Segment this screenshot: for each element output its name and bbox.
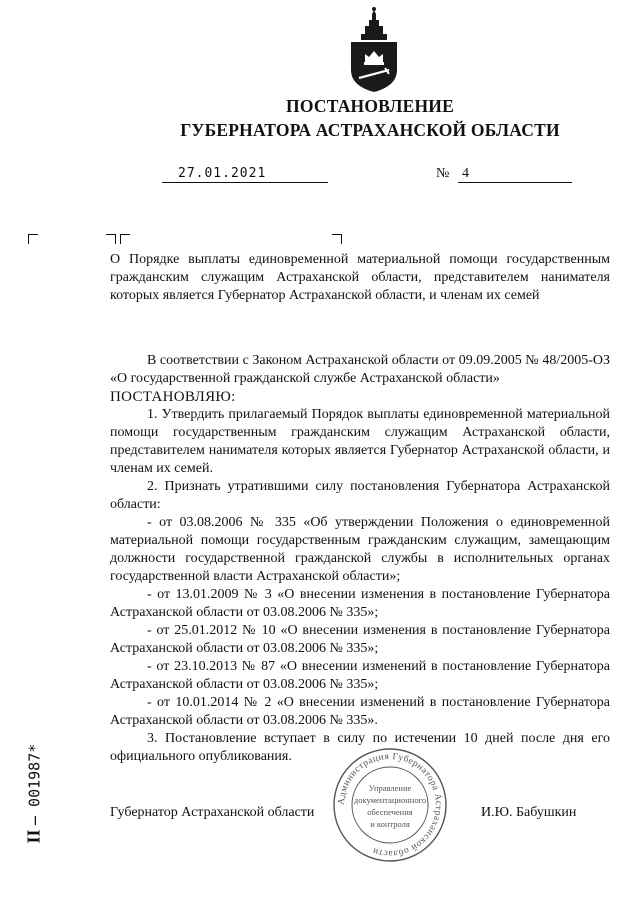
corner-mark	[332, 234, 342, 244]
svg-text:Администрация Губернатора Астр	[337, 752, 443, 858]
document-type-title: ПОСТАНОВЛЕНИЕ	[286, 96, 454, 116]
signatory-position: Губернатор Астраханской области	[110, 805, 315, 820]
repealed-item: - от 25.01.2012 № 10 «О внесении изменения в постановление Губернатора Астраханской области от 03.08.2006 № 335»;	[110, 623, 610, 656]
signatory-name: И.Ю. Бабушкин	[481, 805, 577, 820]
number-sign: №	[436, 166, 450, 181]
repealed-item: - от 13.01.2009 № 3 «О внесении изменения в постановление Губернатора Астраханской области от 03.08.2006 № 335»;	[110, 587, 610, 620]
document-date: 27.01.2021	[162, 166, 328, 183]
serial-number: 001987	[25, 752, 44, 807]
serial-series: II –	[23, 815, 44, 844]
paragraph-3: 3. Постановление вступает в силу по истечении 10 дней после дня его официального опубликования.	[110, 731, 610, 764]
paragraph-2: 2. Признать утратившими силу постановления Губернатора Астраханской области:	[110, 479, 610, 512]
stamp-line: обеспечения	[367, 807, 413, 817]
stamp-line: Управление	[368, 783, 412, 793]
corner-mark	[120, 234, 130, 244]
serial-mark: *	[25, 743, 44, 753]
decree-word: ПОСТАНОВЛЯЮ:	[110, 389, 236, 405]
coat-of-arms-icon	[345, 6, 403, 94]
document-body	[110, 352, 610, 766]
preamble-paragraph: В соответствии с Законом Астраханской области от 09.09.2005 № 48/2005-ОЗ «О государственной гражданской службе Астраханской области»	[110, 353, 610, 386]
corner-mark	[28, 234, 38, 244]
repealed-item: - от 03.08.2006 № 335 «Об утверждении Положения о единовременной материальной помощи государственным гражданским служащим, замещающим должности государственной гражданской службы в исполнительных органах государственной власти Астраханской области»;	[110, 515, 610, 584]
corner-mark	[106, 234, 116, 244]
repealed-item: - от 23.10.2013 № 87 «О внесении изменений в постановление Губернатора Астраханской области от 03.08.2006 № 335»;	[110, 659, 610, 692]
document-number-field	[436, 166, 572, 182]
stamp-line: и контроля	[370, 819, 410, 829]
stamp-ring-text: Администрация Губернатора Астраханской области	[336, 751, 444, 859]
stamp-line: документационного	[353, 795, 427, 805]
issuer-title: ГУБЕРНАТОРА АСТРАХАНСКОЙ ОБЛАСТИ	[180, 120, 560, 140]
paragraph-1: 1. Утвердить прилагаемый Порядок выплаты единовременной материальной помощи государственным гражданским служащим Астраханской области, представителем нанимателя которых является Губернатор Астраханской области, и членам их семей.	[110, 407, 610, 476]
official-stamp	[330, 745, 450, 865]
document-subject: О Порядке выплаты единовременной материальной помощи государственным гражданским служащим Астраханской области, представителем нанимателя которых является Губернатор Астраханской области, и членам их семей	[110, 252, 610, 303]
repealed-item: - от 10.01.2014 № 2 «О внесении изменений в постановление Губернатора Астраханской области от 03.08.2006 № 335».	[110, 695, 610, 728]
document-number: 4	[462, 166, 469, 181]
serial-number-label	[14, 700, 54, 850]
